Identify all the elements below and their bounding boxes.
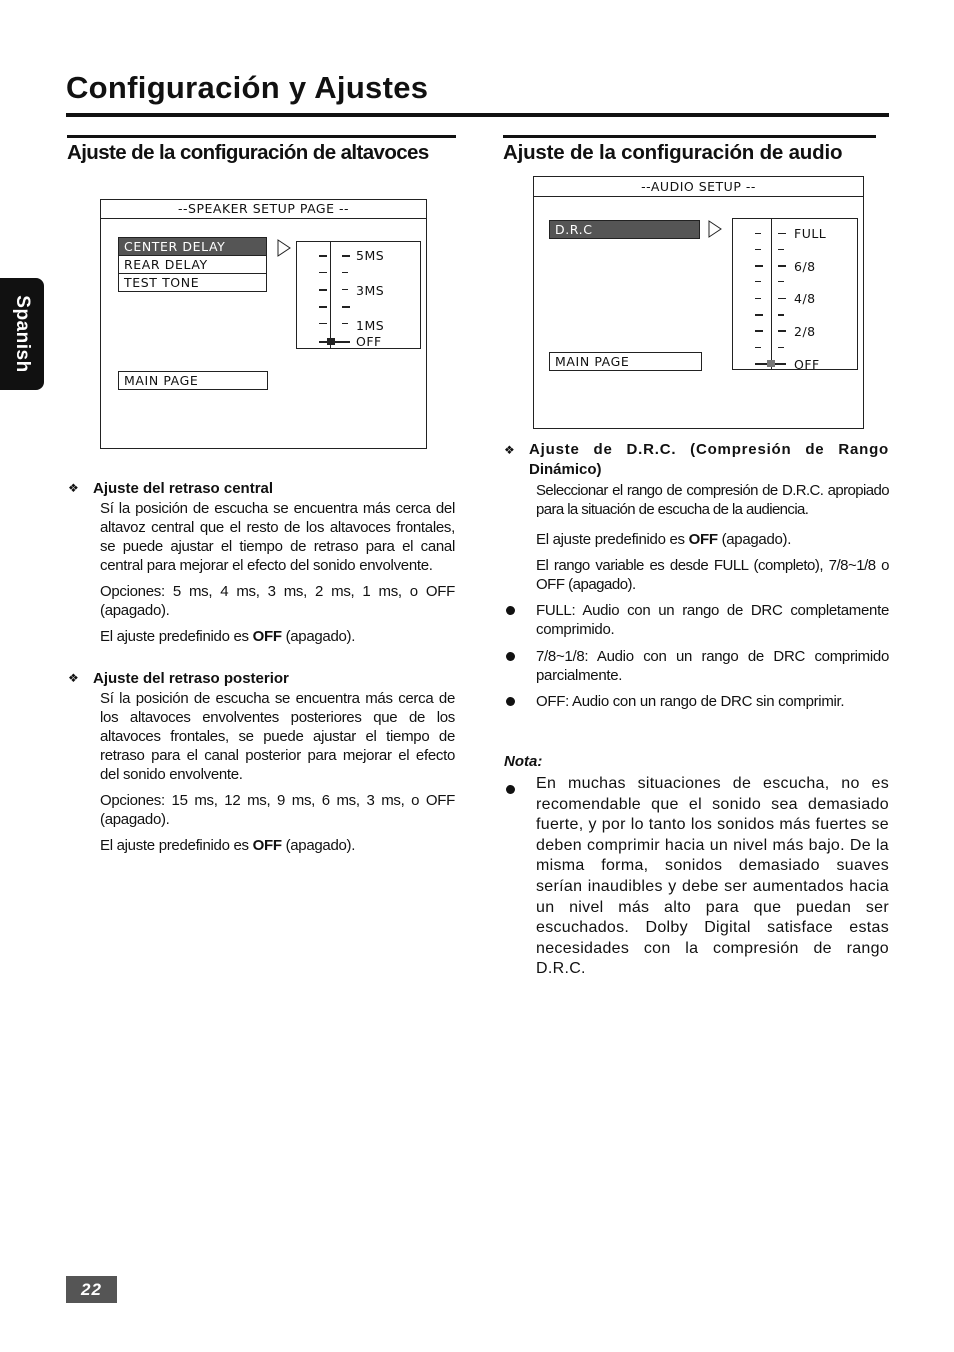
speaker-setup-osd-title: --SPEAKER SETUP PAGE -- bbox=[101, 200, 426, 219]
bullet-dot-icon bbox=[506, 697, 515, 706]
osd-item-center-delay[interactable]: CENTER DELAY bbox=[118, 237, 267, 256]
osd-main-page-button[interactable]: MAIN PAGE bbox=[118, 371, 268, 390]
osd-item-test-tone[interactable]: TEST TONE bbox=[118, 273, 267, 292]
speaker-setup-osd bbox=[100, 199, 427, 449]
language-side-tab-label: Spanish bbox=[12, 295, 33, 373]
drc-slider-knob[interactable] bbox=[767, 360, 775, 367]
left-section-rule bbox=[67, 135, 456, 138]
scale-label-off: OFF bbox=[356, 334, 382, 349]
drc-description: Seleccionar el rango de compresión de D.R.C. apropiado para la situación de escucha de la audiencia. bbox=[536, 482, 889, 518]
bullet-dot-icon bbox=[506, 652, 515, 661]
drc-heading-line2: Dinámico) bbox=[529, 461, 602, 478]
audio-setup-osd-title: --AUDIO SETUP -- bbox=[534, 177, 863, 197]
page-title: Configuración y Ajustes bbox=[66, 70, 429, 105]
scale-label-5ms: 5MS bbox=[356, 248, 385, 263]
center-delay-options: Opciones: 5 ms, 4 ms, 3 ms, 2 ms, 1 ms, o OFF (apagado). bbox=[100, 583, 455, 619]
drc-heading-line1: Ajuste de D.R.C. (Compresión de Rango bbox=[529, 441, 889, 458]
rear-delay-description: Sí la posición de escucha se encuentra más cerca de los altavoces envolventes posteriores que de los altavoces frontales, se puede ajustar el tiempo de retraso para el canal posterior para mejorar el efecto del sonido envolvente. bbox=[100, 690, 455, 783]
diamond-bullet-icon: ❖ bbox=[504, 443, 515, 457]
scale-label-1ms: 1MS bbox=[356, 318, 385, 333]
language-side-tab bbox=[0, 278, 44, 390]
drc-bullet-full: FULL: Audio con un rango de DRC completamente comprimido. bbox=[536, 602, 889, 638]
diamond-bullet-icon: ❖ bbox=[68, 481, 79, 495]
osd-main-page-button[interactable]: MAIN PAGE bbox=[549, 352, 702, 371]
osd-item-rear-delay[interactable]: REAR DELAY bbox=[118, 255, 267, 274]
delay-slider-knob[interactable] bbox=[327, 338, 335, 345]
center-delay-default: El ajuste predefinido es OFF (apagado). bbox=[100, 628, 356, 645]
center-delay-description: Sí la posición de escucha se encuentra más cerca del altavoz central que el resto de los altavoces frontales, se puede ajustar el tiempo de retraso para el canal central para mejorar el efecto del sonido envolvente. bbox=[100, 500, 455, 574]
bullet-dot-icon bbox=[506, 785, 515, 794]
scale-label-off: OFF bbox=[794, 357, 820, 372]
center-delay-heading: Ajuste del retraso central bbox=[93, 480, 274, 497]
audio-setup-osd bbox=[533, 176, 864, 429]
scale-label-6-8: 6/8 bbox=[794, 259, 816, 274]
drc-range: El rango variable es desde FULL (completo), 7/8~1/8 o OFF (apagado). bbox=[536, 557, 889, 593]
speaker-setup-heading: Ajuste de la configuración de altavoces bbox=[67, 141, 429, 164]
osd-item-drc[interactable]: D.R.C bbox=[549, 220, 700, 239]
nota-label: Nota: bbox=[504, 753, 543, 770]
diamond-bullet-icon: ❖ bbox=[68, 671, 79, 685]
title-rule bbox=[66, 113, 889, 117]
rear-delay-options: Opciones: 15 ms, 12 ms, 9 ms, 6 ms, 3 ms, o OFF (apagado). bbox=[100, 792, 455, 828]
nota-text: En muchas situaciones de escucha, no es recomendable que el sonido sea demasiado fuerte, y por lo tanto los sonidos más fuertes se deben comprimir hacia un nivel más bajo. De la misma forma, sonidos demasiado suaves serían inaudibles y debe ser aumentados hacia un nivel más alto para que puedan ser escuchados. Dolby Digital satisface estas necesidades con la compresión de rango D.R.C. bbox=[536, 775, 889, 978]
page-number: 22 bbox=[66, 1276, 117, 1303]
delay-scale bbox=[296, 241, 421, 349]
drc-bullet-off: OFF: Audio con un rango de DRC sin comprimir. bbox=[536, 693, 845, 710]
right-section-rule bbox=[503, 135, 876, 138]
drc-default: El ajuste predefinido es OFF (apagado). bbox=[536, 531, 792, 548]
scale-label-full: FULL bbox=[794, 226, 827, 241]
rear-delay-default: El ajuste predefinido es OFF (apagado). bbox=[100, 837, 356, 854]
scale-label-3ms: 3MS bbox=[356, 283, 385, 298]
triangle-right-icon bbox=[708, 220, 722, 238]
rear-delay-heading: Ajuste del retraso posterior bbox=[93, 670, 289, 687]
drc-bullet-partial: 7/8~1/8: Audio con un rango de DRC comprimido parcialmente. bbox=[536, 648, 889, 684]
scale-label-2-8: 2/8 bbox=[794, 324, 816, 339]
drc-scale bbox=[732, 218, 858, 370]
bullet-dot-icon bbox=[506, 606, 515, 615]
triangle-right-icon bbox=[277, 239, 291, 257]
audio-setup-heading: Ajuste de la configuración de audio bbox=[503, 141, 843, 164]
scale-label-4-8: 4/8 bbox=[794, 291, 816, 306]
